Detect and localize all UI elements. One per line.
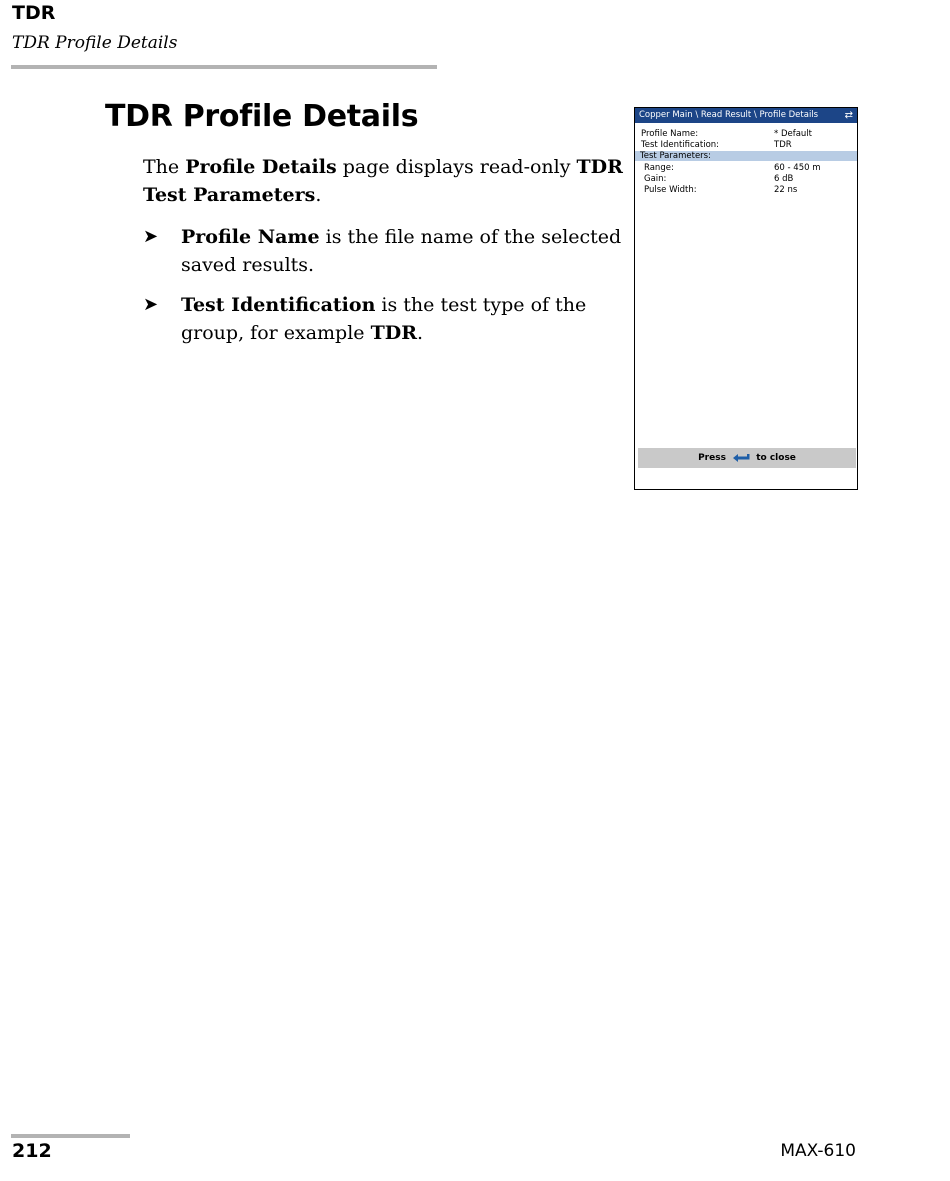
bullet-end: . (417, 322, 424, 344)
intro-text-1: The (143, 156, 186, 178)
bullet-example: TDR (370, 322, 417, 344)
arrow-bullet-icon: ➤ (143, 294, 159, 315)
param-label: Pulse Width: (644, 185, 697, 195)
param-row-range (635, 163, 857, 174)
param-label: Range: (644, 163, 674, 173)
device-breadcrumb: Copper Main \ Read Result \ Profile Details (639, 110, 819, 120)
arrow-bullet-icon: ➤ (143, 226, 159, 247)
page-number: 212 (12, 1140, 52, 1162)
bullet-description: is the file name of the selected saved results. (181, 226, 622, 276)
profile-name-label: Profile Name: (641, 129, 699, 139)
profile-name-row (635, 129, 857, 140)
bullet-text (181, 223, 623, 279)
chapter-title: TDR (12, 2, 56, 24)
test-id-value: TDR (774, 140, 792, 150)
page-title: TDR Profile Details (105, 99, 419, 134)
intro-bold-2: TDR Test Parameters (143, 156, 623, 206)
enter-key-icon (731, 453, 751, 463)
close-label: to close (756, 453, 796, 463)
param-row-pulse-width (635, 185, 857, 196)
param-value: 22 ns (774, 185, 798, 195)
product-name: MAX-610 (780, 1141, 856, 1161)
profile-name-value: * Default (774, 129, 813, 139)
param-label: Gain: (644, 174, 667, 184)
bullet-profile-name (143, 223, 623, 279)
section-subtitle: TDR Profile Details (12, 33, 178, 53)
test-parameters-header: Test Parameters: (635, 151, 857, 161)
intro-paragraph (143, 153, 623, 209)
intro-text-3: . (315, 184, 322, 206)
device-title-bar (635, 108, 857, 123)
footer-divider (11, 1134, 130, 1138)
swap-arrows-icon[interactable]: ⇄ (844, 110, 853, 121)
close-hint-bar[interactable] (638, 448, 856, 468)
param-value: 6 dB (774, 174, 794, 184)
bullet-text (181, 291, 623, 347)
param-value: 60 - 450 m (774, 163, 821, 173)
param-row-gain (635, 174, 857, 185)
test-id-label: Test Identification: (641, 140, 720, 150)
intro-text-2: page displays read-only (336, 156, 577, 178)
header-divider (11, 65, 437, 69)
test-id-row (635, 140, 857, 151)
press-label: Press (698, 453, 726, 463)
bullet-description: is the test type of the group, for example (181, 294, 587, 344)
bullet-term: Profile Name (181, 226, 320, 248)
intro-bold-1: Profile Details (185, 156, 337, 178)
device-screenshot (634, 107, 858, 490)
bullet-term: Test Identification (181, 294, 376, 316)
bullet-test-identification (143, 291, 623, 347)
